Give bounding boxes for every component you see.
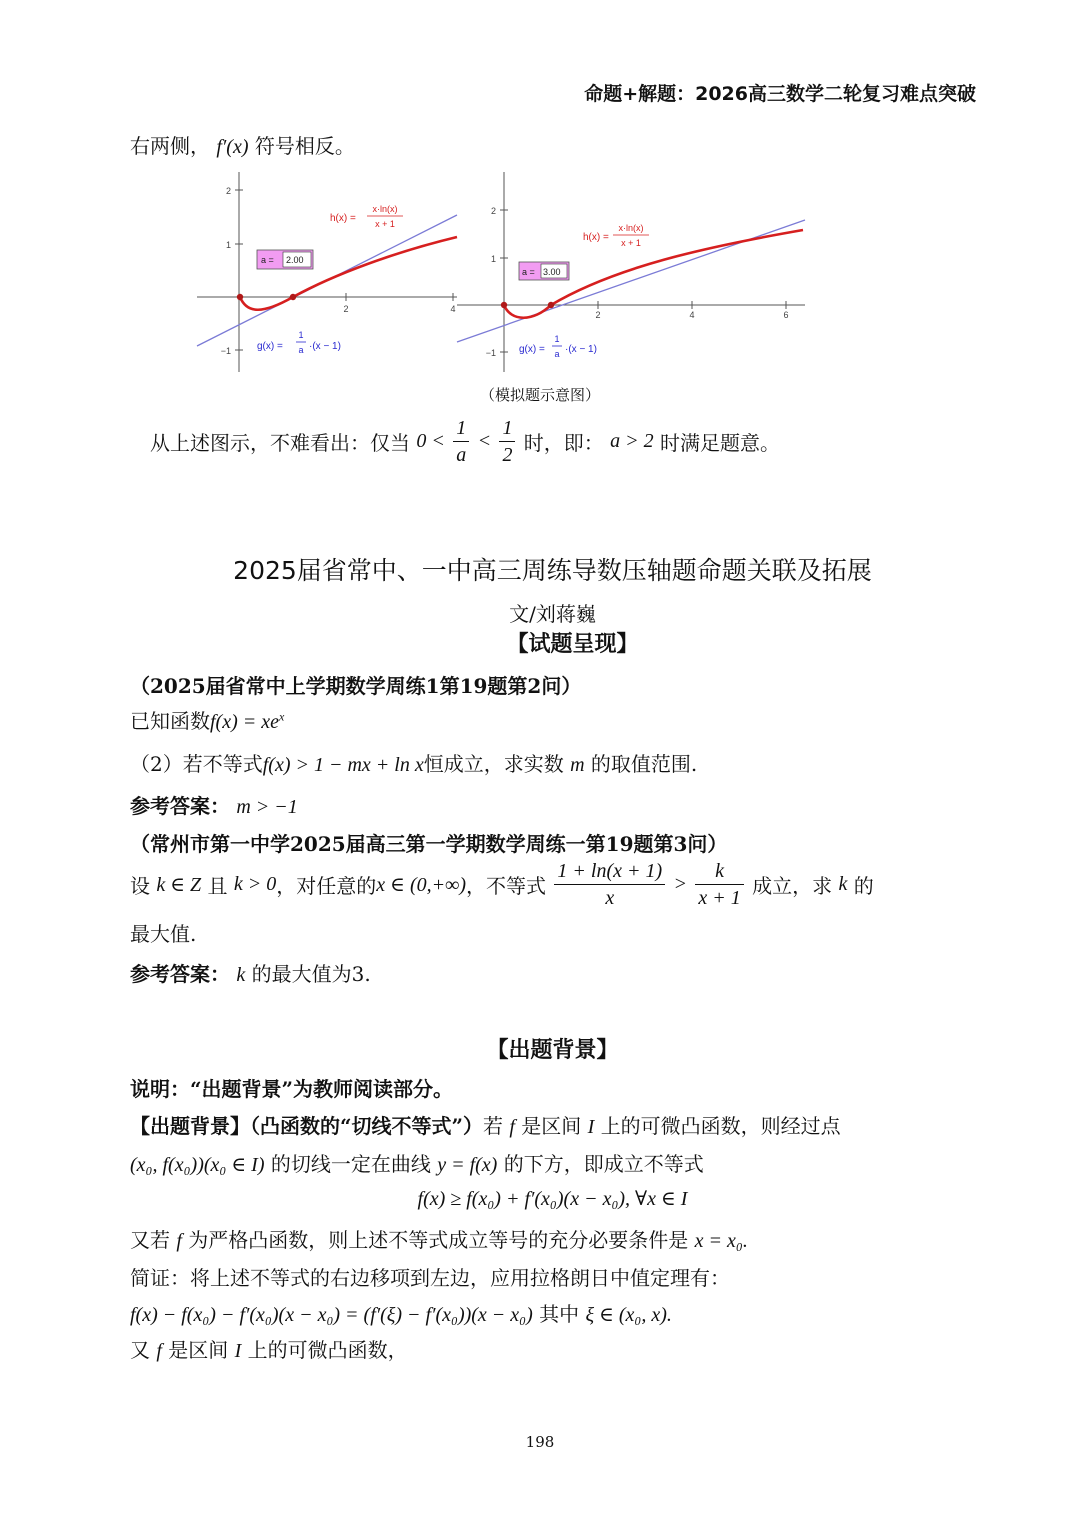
slider-label: a =: [522, 267, 535, 277]
ytick-label: −1: [485, 348, 496, 358]
h-label: h(x) =: [583, 232, 609, 243]
ytick-label: 2: [225, 186, 231, 196]
article-title: 2025届省常中、一中高三周练导数压轴题命题关联及拓展: [233, 556, 872, 585]
bg-line-3: 又若 f 为严格凸函数，则上述不等式成立等号的充分必要条件是 x = x₀.: [130, 1228, 748, 1252]
xtick-label: 2: [595, 310, 601, 320]
h-numerator: x·ln(x): [372, 204, 398, 214]
intro-line: 右两侧， f′(x) 符号相反。: [130, 134, 355, 158]
q2-statement: 设 k ∈ Z 且 k > 0，对任意的x ∈ (0,+∞)，不等式 $\frac{1 + \ln(x + 1)}{x}$ > $\frac{k}{x + 1}$ 成立，求 k 的: [130, 860, 874, 909]
figure-caption: （模拟题示意图）: [479, 386, 600, 404]
g-tail: ·(x − 1): [565, 344, 597, 355]
q2-answer: 参考答案： k 的最大值为3.: [130, 962, 371, 986]
q1-source: （2025届省常中上学期数学周练1第19题第2问）: [130, 674, 582, 698]
g-frac-num: 1: [298, 330, 304, 340]
slider-label: a =: [261, 255, 274, 265]
q2-source: （常州市第一中学2025届高三第一学期数学周练一第19题第3问）: [130, 832, 728, 856]
page-number: 198: [525, 1433, 555, 1451]
slider-value: 3.00: [543, 267, 561, 277]
section-heading-background: 【出题背景】: [486, 1038, 619, 1063]
g-frac-den: a: [298, 345, 304, 355]
xtick-label: 4: [689, 310, 695, 320]
running-header: 命题+解题：2026高三数学二轮复习难点突破: [584, 83, 976, 105]
fraction-right: $\frac{k}{x + 1}$: [695, 858, 743, 911]
bg-line-1: 【出题背景】（凸函数的“切线不等式”）若 f 是区间 I 上的可微凸函数，则经过点: [130, 1114, 841, 1138]
fraction-1-over-a: $\frac{1}{a}$: [453, 415, 469, 468]
note: 说明：“出题背景”为教师阅读部分。: [130, 1077, 454, 1101]
xtick-label: 4: [450, 304, 456, 314]
h-numerator: x·ln(x): [618, 223, 644, 233]
point: [548, 302, 554, 308]
point: [501, 302, 507, 308]
h-denominator: x + 1: [621, 238, 641, 248]
q1-part2: （2）若不等式f(x) > 1 − mx + ln x恒成立，求实数 m 的取值范围.: [130, 752, 698, 776]
fraction-1-over-2: $\frac{1}{2}$: [499, 415, 515, 468]
conclusion-line: 从上述图示，不难看出：仅当 0 < $\frac{1}{a}$ < $\frac{1}{2}$ 时，即： a > 2 时满足题意。: [150, 417, 781, 466]
point: [290, 294, 296, 300]
q1-answer: 参考答案： m > −1: [130, 794, 298, 818]
ytick-label: 1: [490, 254, 496, 264]
g-label: g(x) =: [257, 341, 283, 352]
ytick-label: 2: [490, 206, 496, 216]
author: 文/刘蒋巍: [509, 602, 596, 626]
h-label: h(x) =: [330, 213, 356, 224]
graph-right: [455, 172, 810, 377]
g-label: g(x) =: [519, 344, 545, 355]
fraction-left: $\frac{1 + \ln(x + 1)}{x}$: [554, 858, 665, 911]
section-heading-problems: 【试题呈现】: [506, 632, 639, 657]
bg-line-2: (x₀, f(x₀))(x₀ ∈ I) 的切线一定在曲线 y = f(x) 的下方，即成立不等式: [130, 1152, 704, 1176]
tangent-inequality: f(x) ≥ f(x₀) + f′(x₀)(x − x₀), ∀x ∈ I: [417, 1188, 688, 1210]
g-tail: ·(x − 1): [309, 341, 341, 352]
g-frac-den: a: [554, 349, 560, 359]
ytick-label: −1: [220, 346, 231, 356]
xtick-label: 2: [343, 304, 349, 314]
slider-value: 2.00: [286, 255, 304, 265]
bg-line-4: 简证：将上述不等式的右边移项到左边，应用拉格朗日中值定理有：: [130, 1266, 730, 1290]
q2-continuation: 最大值.: [130, 922, 197, 946]
g-frac-num: 1: [554, 334, 560, 344]
xtick-label: 6: [783, 310, 789, 320]
bg-line-5: f(x) − f(x₀) − f′(x₀)(x − x₀) = (f′(ξ) − f′(x₀))(x − x₀) 其中 ξ ∈ (x₀, x).: [130, 1302, 672, 1326]
q1-given: 已知函数$f(x) = xe^x$: [130, 709, 285, 733]
curve-h: [240, 237, 457, 310]
ytick-label: 1: [225, 240, 231, 250]
h-denominator: x + 1: [375, 219, 395, 229]
bg-line-6: 又 f 是区间 I 上的可微凸函数，: [130, 1338, 408, 1362]
point: [237, 294, 243, 300]
graph-left: [195, 172, 465, 377]
